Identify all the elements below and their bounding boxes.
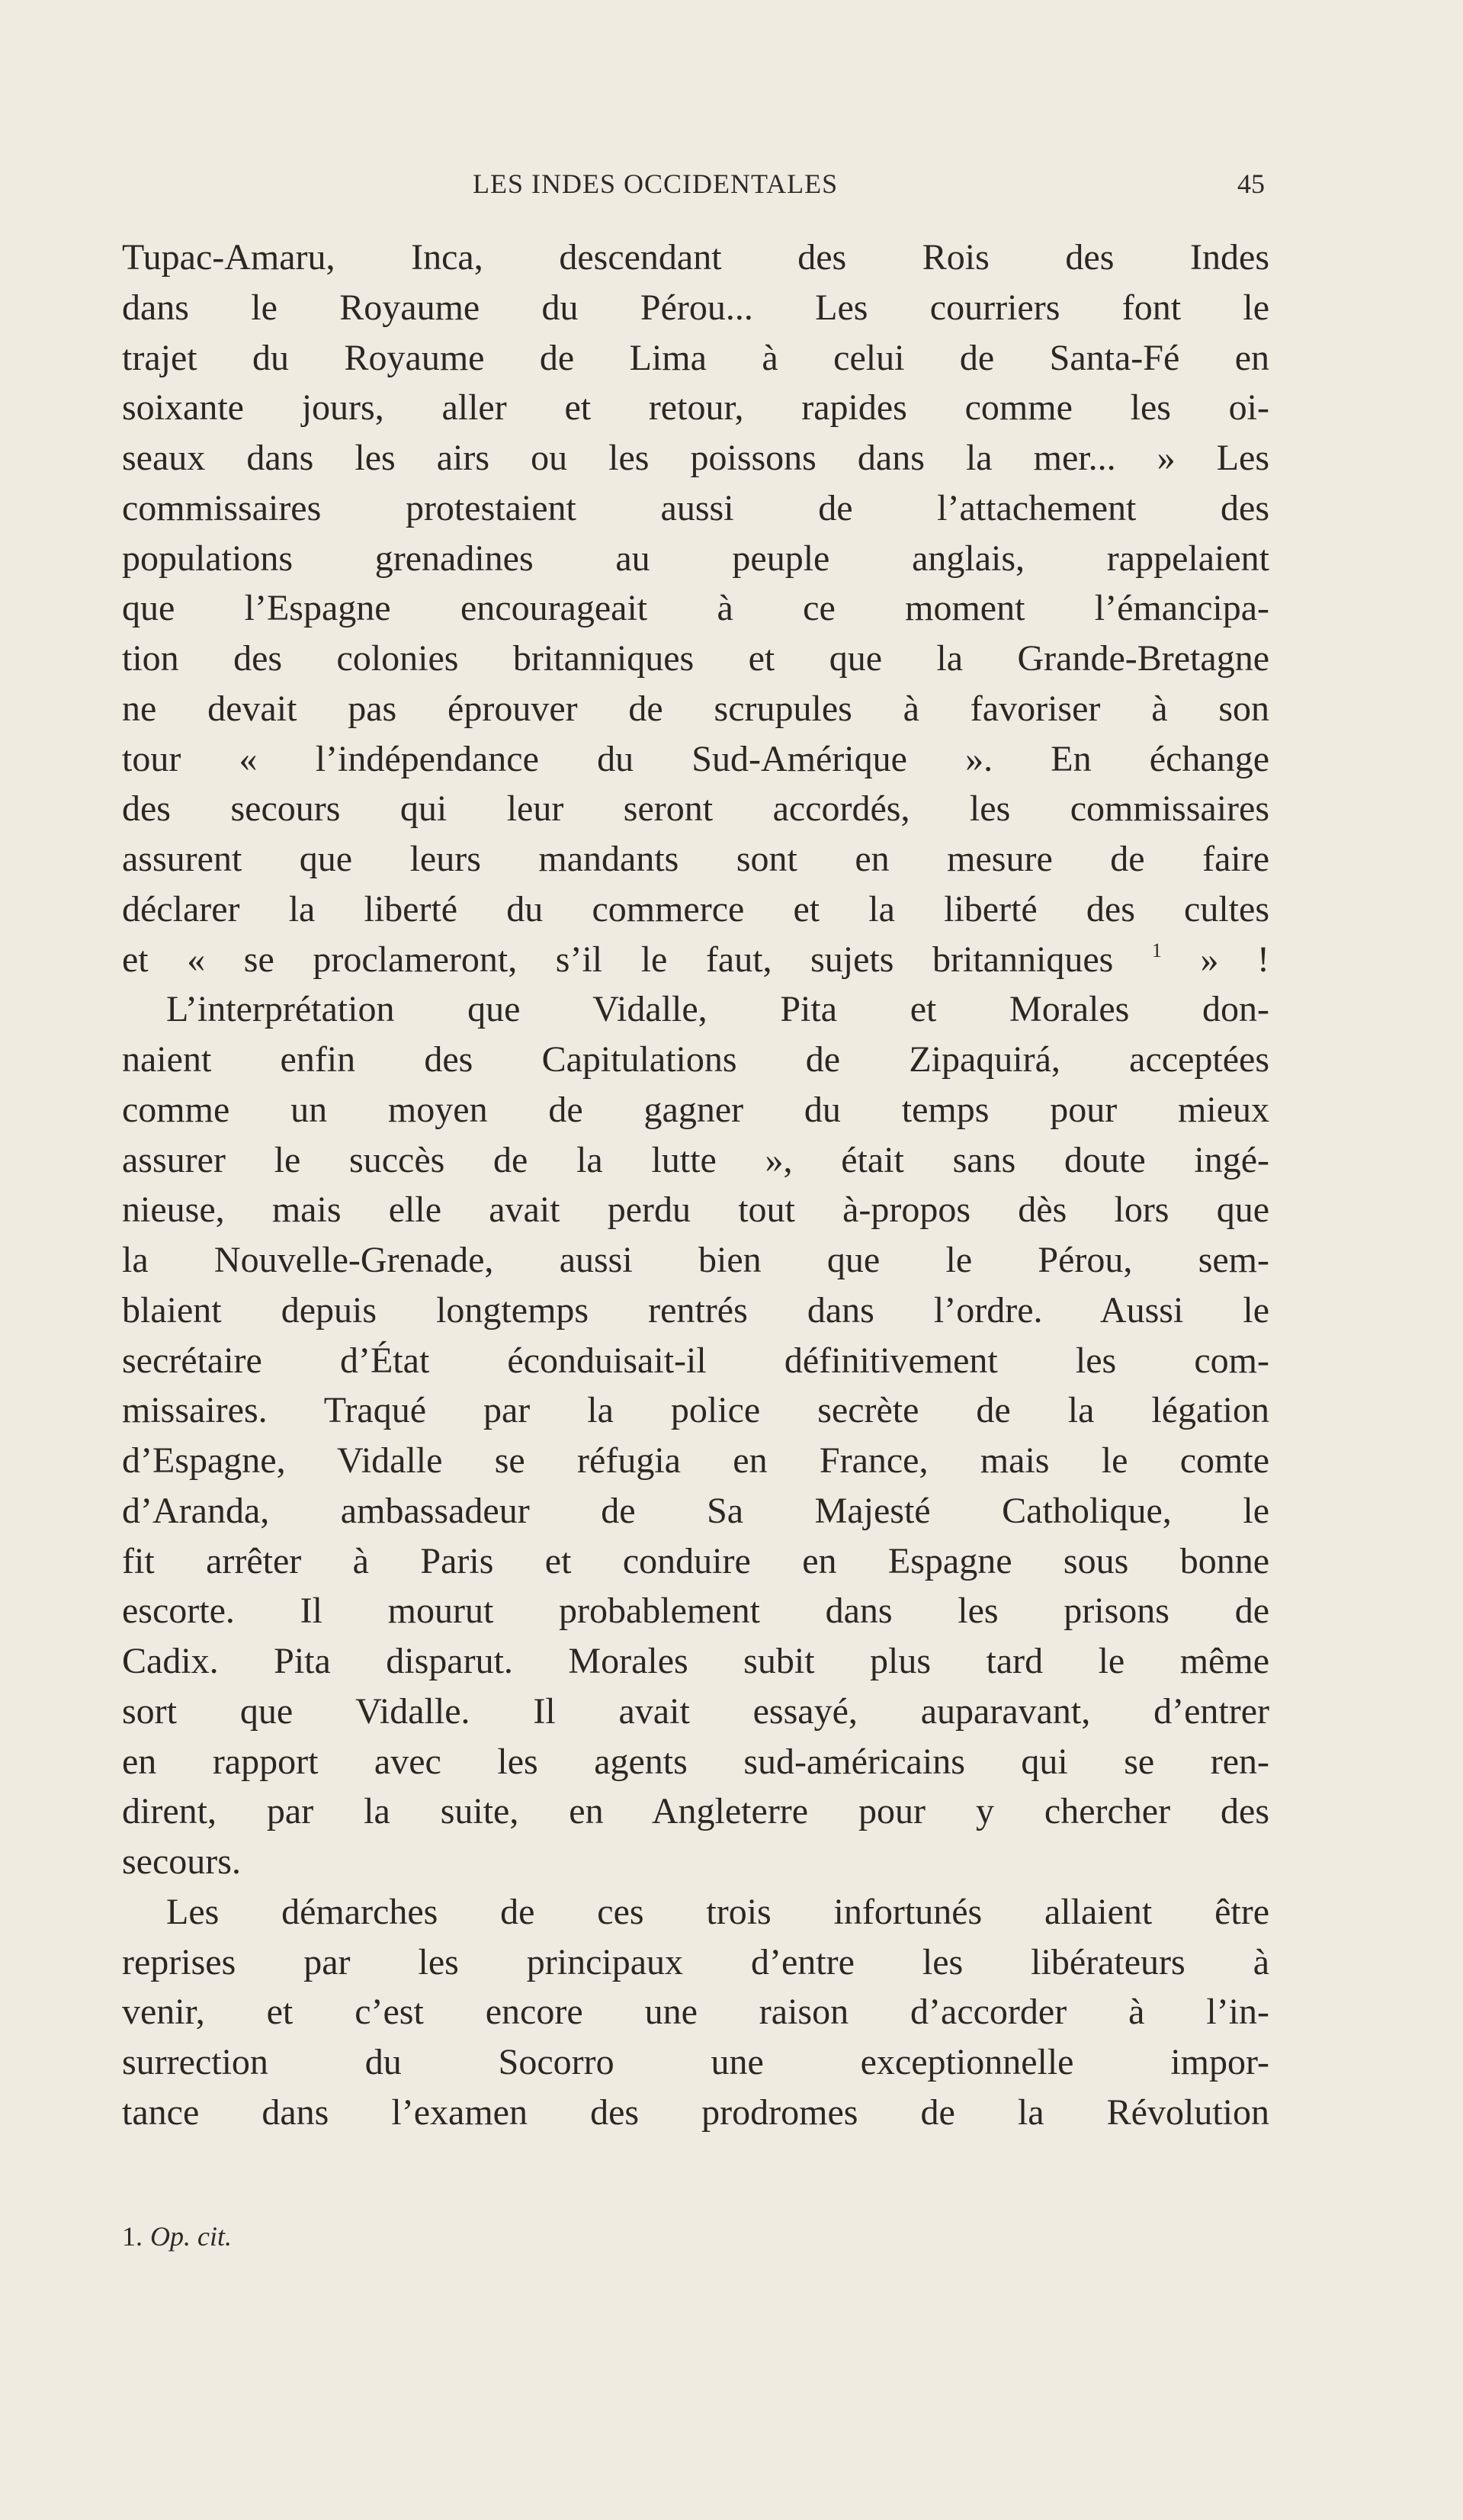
- footnote-reference: 1: [1151, 939, 1162, 961]
- text-line: sort que Vidalle. Il avait essayé, auparavant, d’entrer: [122, 1690, 1269, 1732]
- text-line: tion des colonies britanniques et que la Grande-Bretagne: [122, 638, 1269, 679]
- text-line: ne devait pas éprouver de scrupules à favoriser à son: [122, 688, 1269, 729]
- running-title: LES INDES OCCIDENTALES: [473, 169, 839, 199]
- text-line: seaux dans les airs ou les poissons dans la mer... » Les: [122, 438, 1269, 478]
- text-line: dans le Royaume du Pérou... Les courriers font le: [122, 287, 1269, 328]
- footnote: [122, 2220, 232, 2252]
- text-line: secours.: [122, 1841, 241, 1882]
- text-line: tance dans l’examen des prodromes de la Révolution: [122, 2091, 1269, 2133]
- text-line: blaient depuis longtemps rentrés dans l’ordre. Aussi le: [122, 1289, 1269, 1331]
- text-line: venir, et c’est encore une raison d’accorder à l’in-: [122, 1992, 1269, 2033]
- text-line-content: et « se proclameront, s’il le faut, sujets britanniques: [122, 939, 1114, 980]
- text-line: en rapport avec les agents sud-américains qui se ren-: [122, 1741, 1269, 1782]
- text-line: Tupac-Amaru, Inca, descendant des Rois des Indes: [122, 237, 1269, 278]
- text-line: d’Espagne, Vidalle se réfugia en France, mais le comte: [122, 1440, 1269, 1481]
- page-header: [122, 168, 1269, 206]
- text-line: comme un moyen de gagner du temps pour mieux: [122, 1089, 1269, 1130]
- text-line: commissaires protestaient aussi de l’attachement des: [122, 487, 1269, 528]
- body-text: [122, 233, 1269, 2138]
- text-line-with-footnote: [122, 935, 1269, 985]
- text-line: Cadix. Pita disparut. Morales subit plus tard le même: [122, 1641, 1269, 1681]
- footnote-number: 1.: [122, 2221, 143, 2252]
- text-line: dirent, par la suite, en Angleterre pour y chercher des: [122, 1791, 1269, 1832]
- text-line: populations grenadines au peuple anglais, rappelaient: [122, 538, 1269, 579]
- text-line: des secours qui leur seront accordés, les commissaires: [122, 788, 1269, 830]
- text-line: déclarer la liberté du commerce et la liberté des cultes: [122, 888, 1269, 929]
- text-line: la Nouvelle-Grenade, aussi bien que le Pérou, sem-: [122, 1240, 1269, 1280]
- text-line: nieuse, mais elle avait perdu tout à-propos dès lors que: [122, 1189, 1269, 1231]
- text-line: assurent que leurs mandants sont en mesure de faire: [122, 839, 1269, 879]
- page-number: 45: [1237, 169, 1265, 199]
- text-line: que l’Espagne encourageait à ce moment l’émancipa-: [122, 588, 1269, 629]
- text-line: reprises par les principaux d’entre les libérateurs à: [122, 1941, 1269, 1982]
- text-line: assurer le succès de la lutte », était sans doute ingé-: [122, 1139, 1269, 1180]
- footnote-text: Op. cit.: [150, 2221, 232, 2252]
- text-line: naient enfin des Capitulations de Zipaquirá, acceptées: [122, 1039, 1269, 1080]
- text-line: surrection du Socorro une exceptionnelle impor-: [122, 2042, 1269, 2082]
- text-line-tail: » !: [1200, 939, 1269, 980]
- text-line: L’interprétation que Vidalle, Pita et Morales don-: [166, 989, 1269, 1030]
- text-line: missaires. Traqué par la police secrète de la légation: [122, 1390, 1269, 1431]
- text-line: tour « l’indépendance du Sud-Amérique ». En échange: [122, 738, 1269, 779]
- text-line: escorte. Il mourut probablement dans les prisons de: [122, 1591, 1269, 1632]
- text-line: trajet du Royaume de Lima à celui de Santa-Fé en: [122, 337, 1269, 378]
- text-line: Les démarches de ces trois infortunés allaient être: [166, 1891, 1269, 1932]
- text-line: soixante jours, aller et retour, rapides comme les oi-: [122, 387, 1269, 429]
- text-line: secrétaire d’État éconduisait-il définitivement les com-: [122, 1340, 1269, 1381]
- text-line: d’Aranda, ambassadeur de Sa Majesté Catholique, le: [122, 1490, 1269, 1531]
- text-line: fit arrêter à Paris et conduire en Espagne sous bonne: [122, 1540, 1269, 1581]
